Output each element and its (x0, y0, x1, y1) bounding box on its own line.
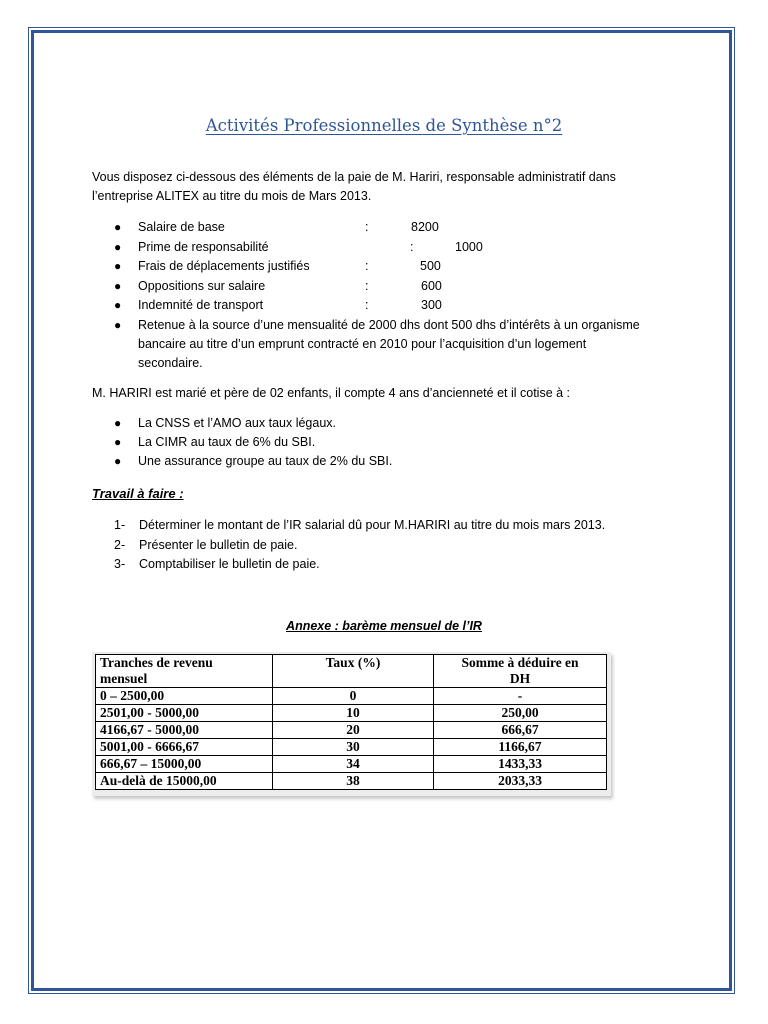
table-row (96, 773, 607, 790)
list-item: ● La CNSS et l’AMO aux taux légaux. (92, 414, 672, 433)
cell-rate: 30 (273, 739, 434, 756)
bullet-icon: ● (114, 298, 122, 312)
list-item: ● Retenue à la source d’une mensualité de 2000 dhs dont 500 dhs d’intérêts à un organisme bancaire au titre d’un emprunt contracté en 2010 pour l’acquisition d’un logement secondaire. (114, 317, 640, 370)
cell-rate: 10 (273, 705, 434, 722)
list-item: ● La CIMR au taux de 6% du SBI. (92, 433, 672, 452)
situation-paragraph: M. HARIRI est marié et père de 02 enfants, il compte 4 ans d’ancienneté et il cotise à : (92, 386, 571, 400)
table-row (96, 688, 607, 705)
cell-bracket: 5001,00 - 6666,67 (96, 739, 273, 756)
cell-bracket: 4166,67 - 5000,00 (96, 722, 273, 739)
intro-line-1: Vous disposez ci-dessous des éléments de la paie de M. Hariri, responsable administratif dans (92, 170, 616, 184)
cell-rate: 38 (273, 773, 434, 790)
bullet-icon: ● (114, 416, 122, 430)
bullet-icon: ● (114, 259, 122, 273)
header-deduction: Somme à déduire en DH (434, 655, 607, 688)
header-rate: Taux (%) (273, 655, 434, 688)
document-title: Activités Professionnelles de Synthèse n°2 (205, 116, 563, 135)
cell-deduction: 666,67 (434, 722, 607, 739)
bullet-icon: ● (114, 220, 122, 234)
contributions-list (92, 414, 672, 472)
cell-bracket: 666,67 – 15000,00 (96, 756, 273, 773)
bullet-icon: ● (114, 454, 122, 469)
intro-paragraph (92, 168, 672, 206)
table-row (96, 722, 607, 739)
cell-rate: 20 (273, 722, 434, 739)
list-item: 3- Comptabiliser le bulletin de paie. (114, 557, 320, 571)
table-row (96, 739, 607, 756)
table-row (96, 756, 607, 773)
bullet-icon: ● (114, 435, 122, 450)
cell-rate: 34 (273, 756, 434, 773)
cell-deduction: - (434, 688, 607, 705)
pay-elements-list (92, 218, 672, 373)
cell-deduction: 1166,67 (434, 739, 607, 756)
cell-bracket: 2501,00 - 5000,00 (96, 705, 273, 722)
tasks-list (114, 516, 605, 575)
table-row (96, 705, 607, 722)
list-item: ● Oppositions sur salaire : 600 (92, 277, 672, 297)
cell-deduction: 250,00 (434, 705, 607, 722)
list-item: 1- Déterminer le montant de l’IR salarial dû pour M.HARIRI au titre du mois mars 2013. (114, 518, 606, 532)
tasks-heading: Travail à faire : (92, 486, 184, 501)
bullet-icon: ● (114, 317, 122, 332)
bullet-icon: ● (114, 278, 122, 293)
bullet-icon: ● (114, 239, 122, 254)
list-item: ● Prime de responsabilité : 1000 (92, 238, 672, 258)
cell-rate: 0 (273, 688, 434, 705)
header-income-bracket: Tranches de revenu mensuel (96, 655, 273, 688)
cell-bracket: 0 – 2500,00 (96, 688, 273, 705)
list-item: 2- Présenter le bulletin de paie. (114, 537, 298, 552)
table-header-row (96, 655, 607, 688)
cell-bracket: Au-delà de 15000,00 (96, 773, 273, 790)
list-item: ● Salaire de base : 8200 (92, 218, 672, 238)
list-item: ● Frais de déplacements justifiés : 500 (92, 257, 672, 277)
cell-deduction: 1433,33 (434, 756, 607, 773)
tax-bracket-table (95, 654, 607, 790)
annex-title: Annexe : barème mensuel de l’IR (286, 619, 482, 633)
intro-line-2: l’entreprise ALITEX au titre du mois de Mars 2013. (92, 189, 372, 203)
cell-deduction: 2033,33 (434, 773, 607, 790)
list-item: ● Une assurance groupe au taux de 2% du SBI. (92, 452, 672, 471)
tax-table-frame (92, 652, 611, 796)
list-item: ● Indemnité de transport : 300 (92, 296, 672, 316)
